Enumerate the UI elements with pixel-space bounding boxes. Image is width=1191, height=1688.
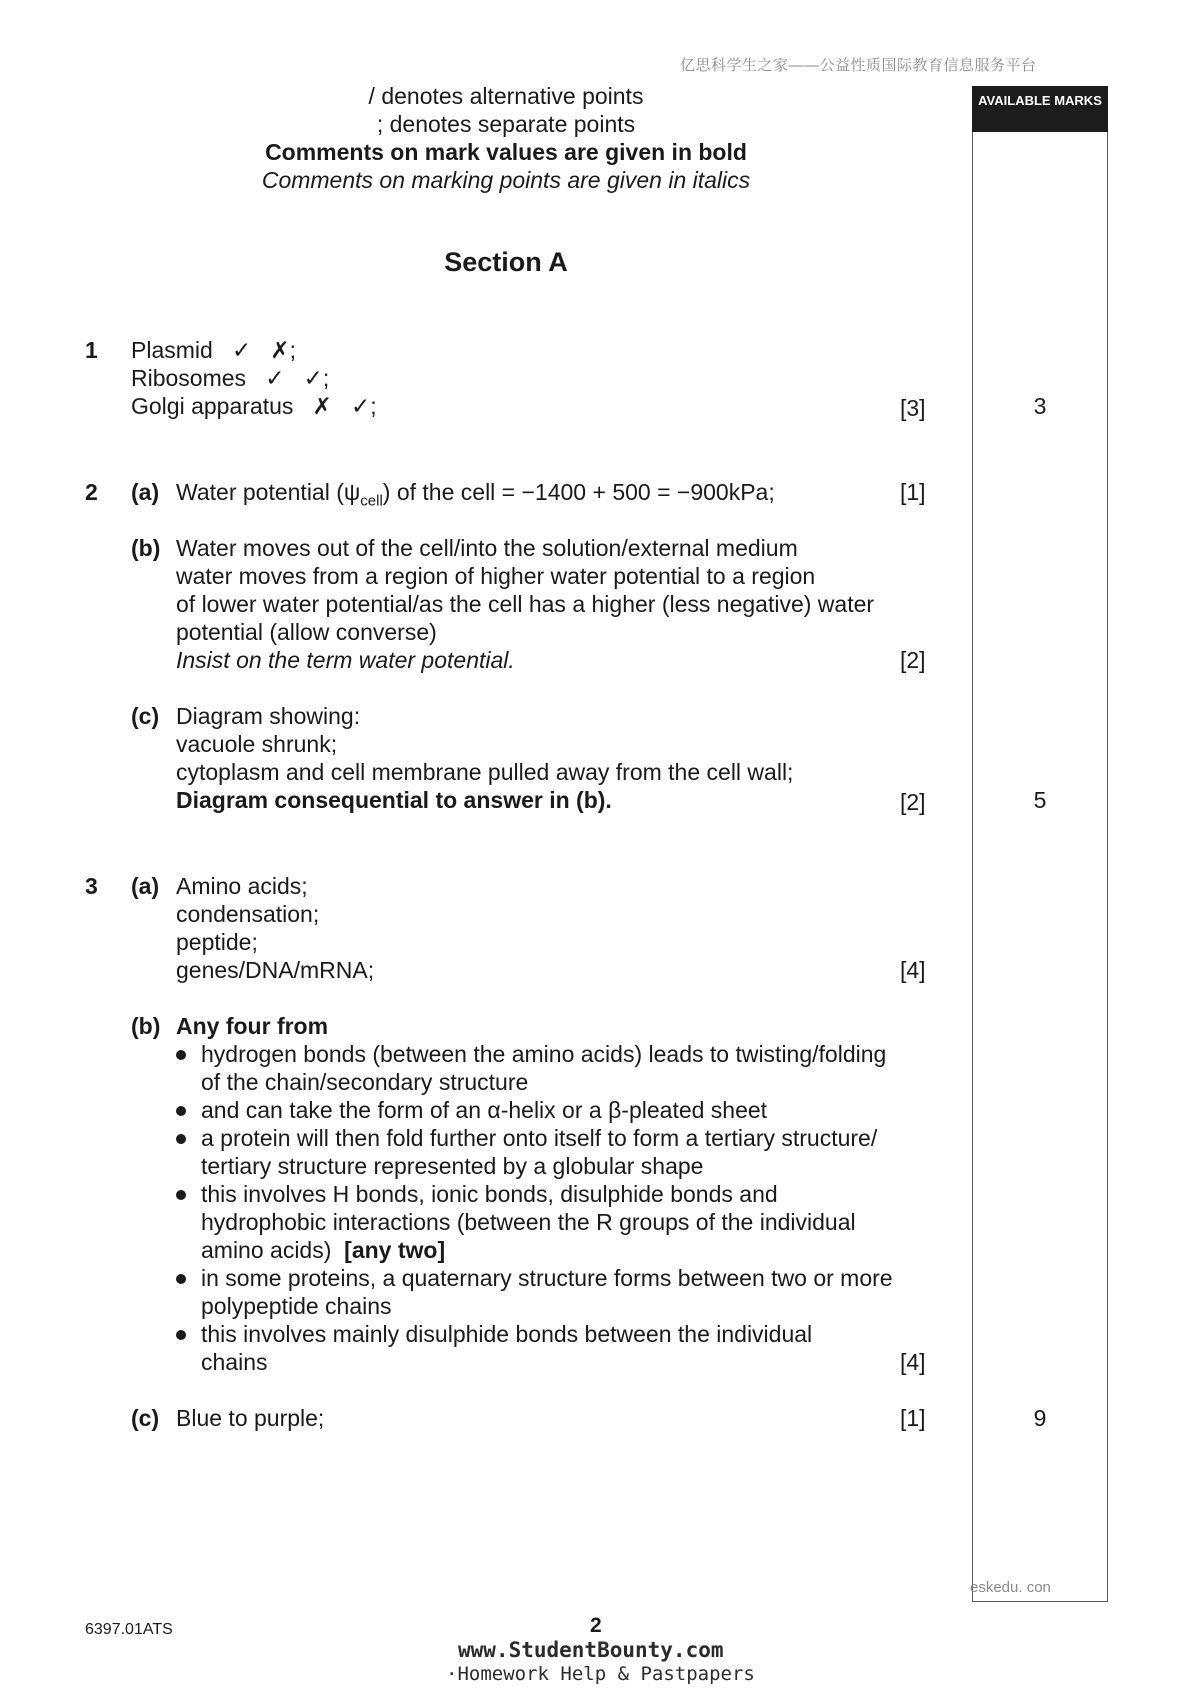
q3b-bullet-text: hydrogen bonds (between the amino acids) leads to twisting/folding [201,1041,887,1067]
q2a-mark: [1] [900,479,926,505]
q3a-line: Amino acids; [176,873,308,899]
q2b-line: Water moves out of the cell/into the solution/external medium [176,535,798,561]
legend-separate: ; denotes separate points [376,111,636,137]
q3a-label: (a) [131,873,160,899]
q2c-mark: [2] [900,789,926,815]
question-number-3: 3 [85,873,98,899]
q1-line-plasmid: Plasmid ✓ ✗; [131,337,297,363]
q1-line-ribosomes: Ribosomes ✓ ✓; [131,365,330,391]
legend-alternative: / denotes alternative points [368,83,644,109]
q3b-bullet-text: this involves mainly disulphide bonds between the individual [201,1321,813,1347]
q3c-mark: [1] [900,1405,926,1431]
available-marks-header: AVAILABLE MARKS [972,86,1108,132]
q2b-italic-note: Insist on the term water potential. [176,647,515,673]
q3-available-marks: 9 [1033,1405,1047,1431]
q2c-line: cytoplasm and cell membrane pulled away from the cell wall; [176,759,794,785]
q3b-bullet-text: and can take the form of an α-helix or a β-pleated sheet [201,1097,768,1123]
q3b-bullet-text: polypeptide chains [201,1293,392,1319]
q3a-line: genes/DNA/mRNA; [176,957,375,983]
q3b-mark: [4] [900,1349,926,1375]
q2c-label: (c) [131,703,160,729]
q3b-bullet-text: in some proteins, a quaternary structure forms between two or more [201,1265,893,1291]
q3b-heading: Any four from [176,1013,329,1039]
q2c-line: vacuole shrunk; [176,731,338,757]
q3c-label: (c) [131,1405,160,1431]
q1-line-golgi: Golgi apparatus ✗ ✓; [131,393,377,419]
any-two-note: [any two] [344,1237,446,1263]
question-number-2: 2 [85,479,98,505]
q1-available-marks: 3 [1033,393,1047,419]
paper-code: 6397.01ATS [85,1621,173,1638]
section-title: Section A [444,247,568,277]
available-marks-column [972,86,1108,1602]
q3a-line: peptide; [176,929,258,955]
top-watermark: 亿思科学生之家——公益性质国际教育信息服务平台 [680,57,1037,74]
q3b-bullet-text-with-note: amino acids) [any two] [201,1237,446,1263]
q2a-text: Water potential $(\psi_{cell})$ of the cell = −1400 + 500 = −900kPa; [176,479,775,510]
q3b-label: (b) [131,1013,161,1039]
question-number-1: 1 [85,337,98,363]
studentbounty-link[interactable]: www.StudentBounty.com [458,1638,724,1662]
legend-italic-note: Comments on marking points are given in italics [261,167,751,193]
q2c-bold-note: Diagram consequential to answer in (b). [176,787,612,813]
q3b-bullet-text: tertiary structure represented by a globular shape [201,1153,704,1179]
legend-bold-note: Comments on mark values are given in bold [265,139,747,165]
studentbounty-tagline: ·Homework Help & Pastpapers [446,1663,755,1685]
q3c-text: Blue to purple; [176,1405,325,1431]
q3b-bullet-text: chains [201,1349,268,1375]
page-number: 2 [590,1614,602,1637]
q1-mark: [3] [900,395,926,421]
q2b-line: water moves from a region of higher water potential to a region [176,563,816,589]
q2b-mark: [2] [900,647,926,673]
q3b-bullet-text: hydrophobic interactions (between the R groups of the individual [201,1209,856,1235]
q2b-label: (b) [131,535,161,561]
q3b-bullet-text: this involves H bonds, ionic bonds, disulphide bonds and [201,1181,778,1207]
q2a-label: (a) [131,479,160,505]
q3a-mark: [4] [900,957,926,983]
q2-available-marks: 5 [1033,787,1047,813]
q2c-line: Diagram showing: [176,703,361,729]
q3b-bullet-text: a protein will then fold further onto itself to form a tertiary structure/ [201,1125,878,1151]
q2b-line: potential (allow converse) [176,619,437,645]
q2b-line: of lower water potential/as the cell has a higher (less negative) water [176,591,875,617]
q3a-line: condensation; [176,901,320,927]
bottom-watermark: eskedu. con [970,1579,1051,1596]
q3b-bullet-text: of the chain/secondary structure [201,1069,529,1095]
